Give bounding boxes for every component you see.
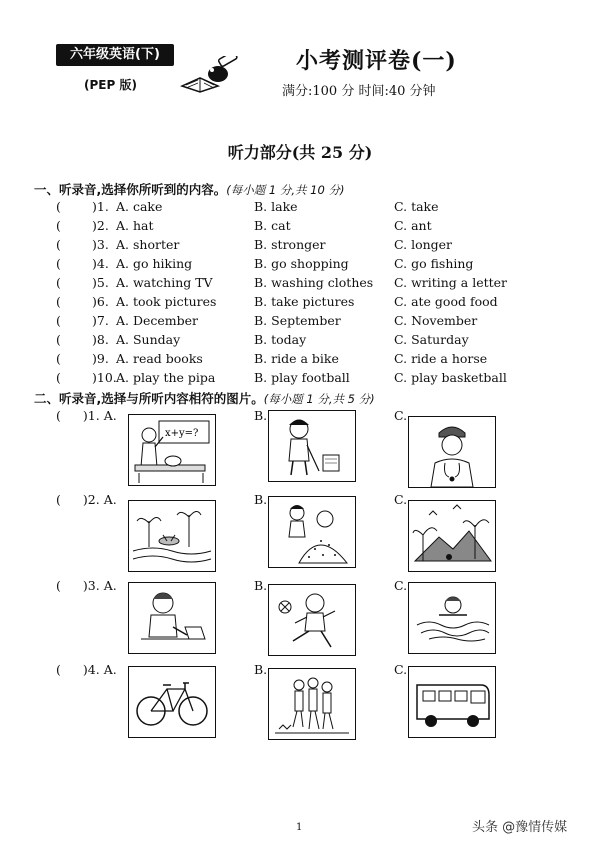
part1-title-text: 一、听录音,选择你所听到的内容。 — [34, 182, 227, 197]
option-b[interactable]: B. washing clothes — [254, 275, 374, 290]
question-number: )1. — [92, 199, 109, 214]
pic-q2-label-b: B. — [254, 492, 268, 507]
boy-football-icon — [269, 585, 355, 655]
part1-title — [34, 180, 344, 198]
boy-sweeping-icon — [269, 411, 355, 481]
question-row: ( )2. A. hat B. cat C. ant — [56, 218, 432, 233]
question-row: ( )10. A. play the pipa B. play football C. play basketball — [56, 370, 507, 385]
board-text: x+y=? — [165, 428, 199, 439]
option-c[interactable]: C. November — [394, 313, 478, 328]
question-number: )8. — [92, 332, 109, 347]
pic-q1-number: )1. — [82, 408, 100, 423]
pic-q2-label-c: C. — [394, 492, 408, 507]
option-a[interactable]: A. go hiking — [116, 256, 193, 271]
option-a[interactable]: A. shorter — [116, 237, 180, 252]
listening-section-title: 听力部分(共 25 分) — [227, 143, 373, 162]
question-number: )2. — [92, 218, 109, 233]
option-a[interactable]: A. play the pipa — [116, 370, 216, 385]
child-swimming-icon — [409, 583, 495, 653]
question-number: )10. — [92, 370, 117, 385]
bicycle-icon — [129, 667, 215, 737]
option-b[interactable]: B. cat — [254, 218, 291, 233]
part2-note: (每小题 1 分,共 5 分) — [263, 392, 375, 406]
pic-q1-label-b: B. — [254, 408, 268, 423]
doctor-icon — [409, 417, 495, 487]
pic-q4-answer-blank[interactable]: ( )4. A. — [56, 662, 117, 677]
option-a[interactable]: A. December — [116, 313, 199, 328]
pic-q2-label-a: A. — [103, 492, 117, 507]
question-row: ( )1. A. cake B. lake C. take — [56, 199, 439, 214]
pic-q3-option-a[interactable] — [128, 582, 216, 654]
pic-q2-option-b[interactable] — [268, 496, 356, 568]
pic-q4-number: )4. — [82, 662, 100, 677]
pic-q3-option-c[interactable] — [408, 582, 496, 654]
part2-title-text: 二、听录音,选择与所听内容相符的图片。 — [34, 391, 264, 406]
option-a[interactable]: A. cake — [116, 199, 163, 214]
grade-tag: 六年级英语(下) — [56, 44, 174, 66]
girl-writing-icon — [129, 583, 215, 653]
question-row: ( )9. A. read books B. ride a bike C. ride a horse — [56, 351, 488, 366]
pic-q1-answer-blank[interactable]: ( )1. A. — [56, 408, 117, 423]
question-row: ( )7. A. December B. September C. November — [56, 313, 478, 328]
pic-q1-label-a: A. — [103, 408, 117, 423]
watermark: 头条 @豫情传媒 — [472, 820, 568, 835]
question-number: )4. — [92, 256, 109, 271]
question-number: )7. — [92, 313, 109, 328]
question-number: )6. — [92, 294, 109, 309]
pic-q4-option-b[interactable] — [268, 668, 356, 740]
option-b[interactable]: B. stronger — [254, 237, 326, 252]
option-a[interactable]: A. watching TV — [116, 275, 213, 290]
part2-title — [34, 389, 375, 407]
people-walking-icon — [269, 669, 355, 739]
option-c[interactable]: C. Saturday — [394, 332, 469, 347]
pic-q3-answer-blank[interactable]: ( )3. A. — [56, 578, 117, 593]
option-b[interactable]: B. take pictures — [254, 294, 355, 309]
pic-q2-number: )2. — [82, 492, 100, 507]
edition-label: (PEP 版) — [84, 78, 137, 92]
pic-q1-option-c[interactable] — [408, 416, 496, 488]
trees-landscape-icon — [409, 501, 495, 571]
option-c[interactable]: C. longer — [394, 237, 453, 252]
option-b[interactable]: B. today — [254, 332, 307, 347]
question-row: ( )6. A. took pictures B. take pictures C. ate good food — [56, 294, 498, 309]
exam-title: 小考测评卷(一) — [296, 48, 457, 74]
option-b[interactable]: B. play football — [254, 370, 350, 385]
teacher-blackboard-icon — [129, 415, 215, 485]
pic-q4-label-b: B. — [254, 662, 268, 677]
option-b[interactable]: B. September — [254, 313, 341, 328]
option-a[interactable]: A. took pictures — [116, 294, 217, 309]
option-b[interactable]: B. ride a bike — [254, 351, 339, 366]
pic-q1-option-a[interactable] — [128, 414, 216, 486]
pic-q3-number: )3. — [82, 578, 100, 593]
page-number: 1 — [296, 822, 303, 833]
option-c[interactable]: C. take — [394, 199, 439, 214]
pic-q1-label-c: C. — [394, 408, 408, 423]
pic-q2-option-a[interactable] — [128, 500, 216, 572]
bus-icon — [409, 667, 495, 737]
option-a[interactable]: A. hat — [116, 218, 154, 233]
question-number: )5. — [92, 275, 109, 290]
river-plants-icon — [129, 501, 215, 571]
pic-q3-label-c: C. — [394, 578, 408, 593]
question-row: ( )4. A. go hiking B. go shopping C. go fishing — [56, 256, 474, 271]
pic-q3-option-b[interactable] — [268, 584, 356, 656]
question-number: )9. — [92, 351, 109, 366]
question-row: ( )3. A. shorter B. stronger C. longer — [56, 237, 453, 252]
pic-q2-option-c[interactable] — [408, 500, 496, 572]
question-number: )3. — [92, 237, 109, 252]
option-c[interactable]: C. go fishing — [394, 256, 474, 271]
pic-q4-option-a[interactable] — [128, 666, 216, 738]
question-row: ( )5. A. watching TV B. washing clothes C. writing a letter — [56, 275, 508, 290]
pic-q4-label-a: A. — [103, 662, 117, 677]
pic-q3-label-a: A. — [103, 578, 117, 593]
pic-q4-option-c[interactable] — [408, 666, 496, 738]
option-a[interactable]: A. read books — [116, 351, 203, 366]
option-a[interactable]: A. Sunday — [116, 332, 181, 347]
girl-snowman-icon — [269, 497, 355, 567]
question-row: ( )8. A. Sunday B. today C. Saturday — [56, 332, 469, 347]
option-b[interactable]: B. lake — [254, 199, 298, 214]
option-c[interactable]: C. ate good food — [394, 294, 498, 309]
option-c[interactable]: C. ant — [394, 218, 432, 233]
score-time-info: 满分:100 分 时间:40 分钟 — [282, 84, 436, 99]
option-c[interactable]: C. ride a horse — [394, 351, 488, 366]
book-pen-icon — [178, 56, 240, 100]
option-b[interactable]: B. go shopping — [254, 256, 349, 271]
pic-q1-option-b[interactable] — [268, 410, 356, 482]
part1-note: (每小题 1 分,共 10 分) — [226, 183, 345, 197]
pic-q2-answer-blank[interactable]: ( )2. A. — [56, 492, 117, 507]
option-c[interactable]: C. play basketball — [394, 370, 507, 385]
option-c[interactable]: C. writing a letter — [394, 275, 508, 290]
pic-q3-label-b: B. — [254, 578, 268, 593]
pic-q4-label-c: C. — [394, 662, 408, 677]
